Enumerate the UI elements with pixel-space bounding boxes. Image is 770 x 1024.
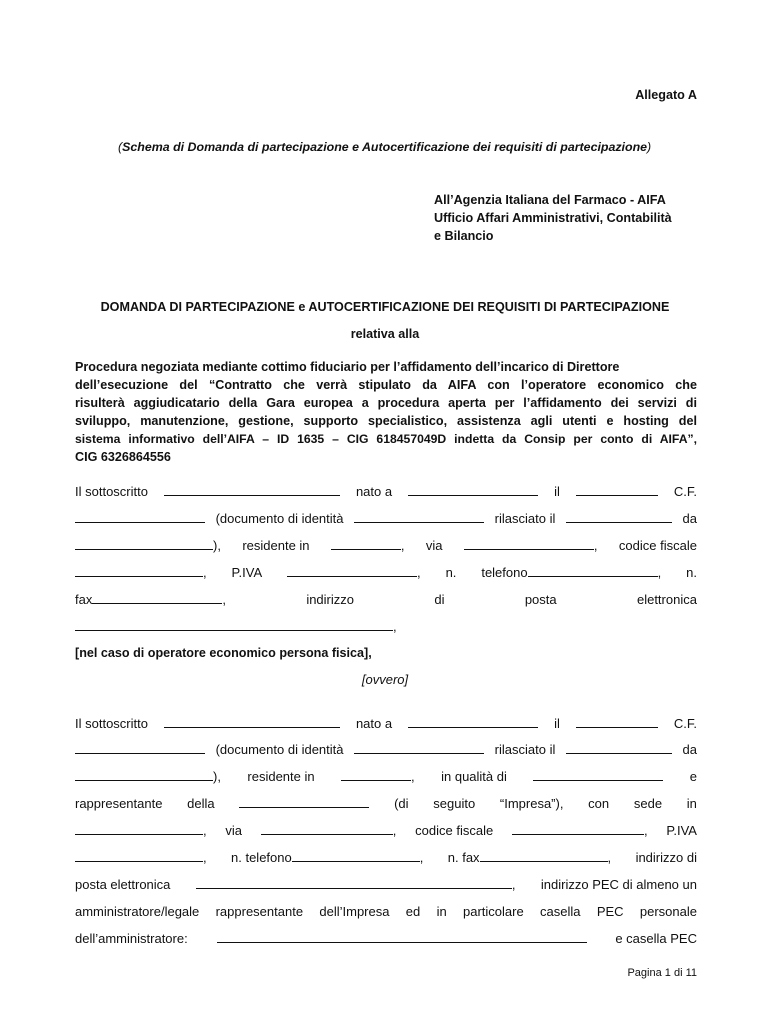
form2-row-3: ), residente in , in qualità di e [75, 769, 697, 784]
procedure-line: sviluppo, manutenzione, gestione, supporto specialistico, assistenza agli utenti e hosting del [75, 414, 697, 428]
form1-row-6: , [75, 619, 397, 634]
procedure-line: sistema informativo dell’AIFA – ID 1635 – CIG 618457049D indetta da Consip per conto di AIFA”, [75, 432, 697, 446]
tax-code-field[interactable] [512, 823, 644, 835]
residence-field[interactable] [331, 538, 401, 550]
street-field[interactable] [464, 538, 594, 550]
document-subtitle: relativa alla [350, 327, 420, 341]
document-title: DOMANDA DI PARTECIPAZIONE e AUTOCERTIFICAZIONE DEI REQUISITI DI PARTECIPAZIONE [100, 300, 670, 314]
phone-field[interactable] [528, 565, 658, 577]
cf-field[interactable] [75, 511, 205, 523]
vat-field[interactable] [287, 565, 417, 577]
name-field[interactable] [164, 484, 340, 496]
form2-row-7: posta elettronica , indirizzo PEC di almeno un [75, 877, 697, 892]
persona-fisica-note: [nel caso di operatore economico persona fisica], [75, 646, 372, 660]
residence-field[interactable] [341, 769, 411, 781]
document-field[interactable] [354, 742, 484, 754]
seat-field[interactable] [75, 823, 203, 835]
tax-code-field[interactable] [75, 565, 203, 577]
issuer-field[interactable] [75, 538, 213, 550]
birthplace-field[interactable] [408, 716, 538, 728]
birthdate-field[interactable] [576, 716, 658, 728]
form2-row-6: , n. telefono , n. fax , indirizzo di [75, 850, 697, 865]
birthdate-field[interactable] [576, 484, 658, 496]
phone-field[interactable] [292, 850, 420, 862]
fax-field[interactable] [92, 592, 222, 604]
form2-row-5: , via , codice fiscale , P.IVA [75, 823, 697, 838]
recipient-line-3: e Bilancio [434, 229, 494, 243]
admin-pec-field[interactable] [217, 931, 587, 943]
schema-subtitle: (Schema di Domanda di partecipazione e Autocertificazione dei requisiti di partecipazione) [118, 140, 652, 154]
form1-row-5: fax , indirizzo di posta elettronica [75, 592, 697, 607]
form1-row-3: ), residente in , via , codice fiscale [75, 538, 697, 553]
procedure-line: Procedura negoziata mediante cottimo fiduciario per l’affidamento dell’incarico di Direttore [75, 360, 620, 374]
role-field[interactable] [533, 769, 663, 781]
fax-field[interactable] [480, 850, 608, 862]
procedure-paragraph [75, 358, 697, 466]
birthplace-field[interactable] [408, 484, 538, 496]
street-field[interactable] [261, 823, 393, 835]
form2-row-2: (documento di identità rilasciato il da [75, 742, 697, 757]
form2-row-8: amministratore/legale rappresentante dell’Impresa ed in particolare casella PEC personale [75, 904, 697, 919]
issuer-field[interactable] [75, 769, 213, 781]
issued-date-field[interactable] [566, 511, 672, 523]
recipient-line-1: All’Agenzia Italiana del Farmaco - AIFA [434, 193, 666, 207]
issued-date-field[interactable] [566, 742, 672, 754]
form1-row-2: (documento di identità rilasciato il da [75, 511, 697, 526]
form2-row-1: Il sottoscritto nato a il C.F. [75, 716, 697, 731]
email-field[interactable] [196, 877, 512, 889]
vat-field[interactable] [75, 850, 203, 862]
company-field[interactable] [239, 796, 369, 808]
form1-row-4: , P.IVA , n. telefono , n. [75, 565, 697, 580]
ovvero-label: [ovvero] [361, 672, 409, 687]
page-number: Pagina 1 di 11 [627, 967, 697, 979]
document-field[interactable] [354, 511, 484, 523]
name-field[interactable] [164, 716, 340, 728]
procedure-line: risulterà aggiudicatario della Gara europea a procedura aperta per l’affidamento dei servizi di [75, 396, 697, 410]
procedure-line: dell’esecuzione del “Contratto che verrà stipulato da AIFA con l’operatore economico che [75, 378, 697, 392]
form1-row-1: Il sottoscritto nato a il C.F. [75, 484, 697, 499]
cf-field[interactable] [75, 742, 205, 754]
form2-row-9: dell’amministratore: e casella PEC [75, 931, 697, 946]
recipient-line-2: Ufficio Affari Amministrativi, Contabilità [434, 211, 672, 225]
form2-row-4: rappresentante della (di seguito “Impresa”), con sede in [75, 796, 697, 811]
allegato-label: Allegato A [635, 88, 697, 102]
email-field[interactable] [75, 619, 393, 631]
procedure-line: CIG 6326864556 [75, 450, 171, 464]
